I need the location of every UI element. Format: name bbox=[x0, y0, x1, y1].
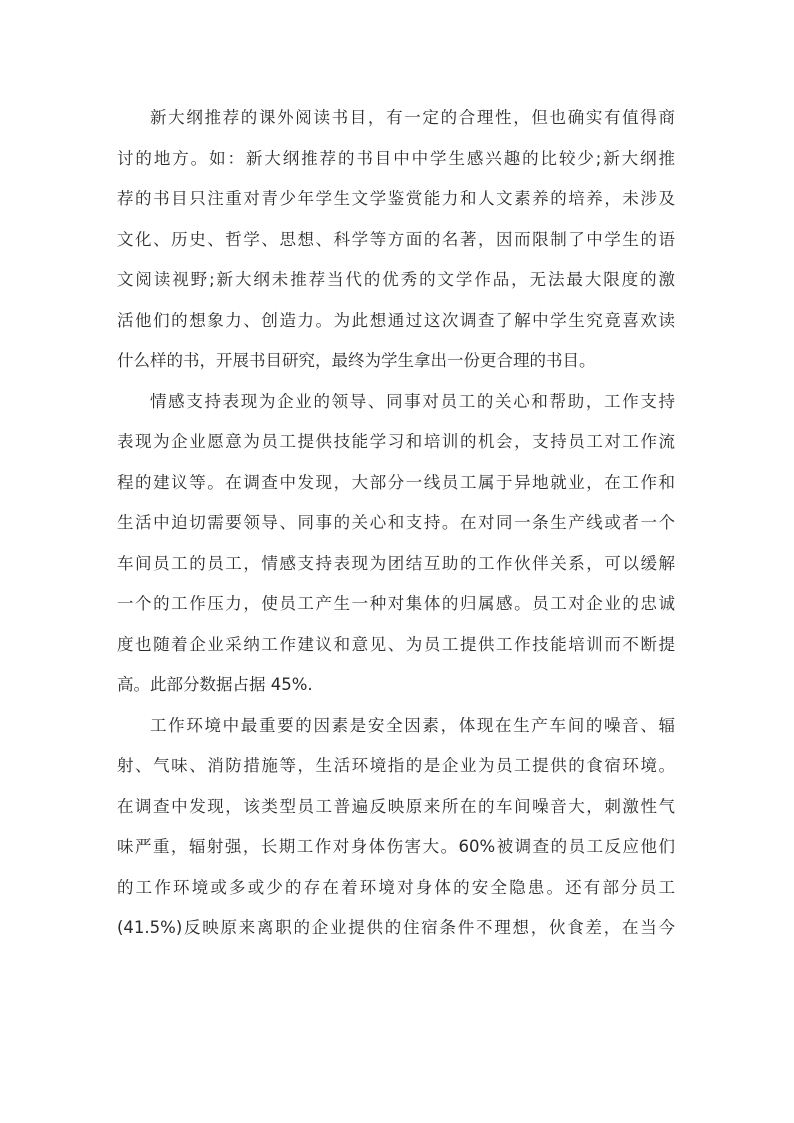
text-line: 工作环境中最重要的因素是安全因素，体现在生产车间的噪音、辐 bbox=[150, 715, 675, 735]
text-line: 活他们的想象力、创造力。为此想通过这次调查了解中学生究竟喜欢读 bbox=[117, 310, 675, 330]
text-line: 高。此部分数据占据 45%. bbox=[117, 675, 313, 694]
text-line: 程的建议等。在调查中发现，大部分一线员工属于异地就业，在工作和 bbox=[117, 472, 675, 492]
text-line: 新大纲推荐的课外阅读书目，有一定的合理性，但也确实有值得商 bbox=[150, 108, 675, 127]
text-line: 一个的工作压力，使员工产生一种对集体的归属感。员工对企业的忠诚 bbox=[117, 594, 675, 613]
text-line: (41.5%)反映原来离职的企业提供的住宿条件不理想，伙食差，在当今 bbox=[117, 918, 675, 937]
text-line: 荐的书目只注重对青少年学生文学鉴赏能力和人文素养的培养，未涉及 bbox=[117, 189, 675, 208]
text-line: 的工作环境或多或少的存在着环境对身体的安全隐患。还有部分员工 bbox=[117, 877, 675, 897]
paragraph-reading-list bbox=[117, 98, 675, 382]
text-line: 文阅读视野;新大纲未推荐当代的优秀的文学作品，无法最大限度的激 bbox=[117, 270, 675, 289]
text-line: 度也随着企业采纳工作建议和意见、为员工提供工作技能培训而不断提 bbox=[117, 634, 675, 654]
document-body bbox=[117, 98, 675, 949]
text-line: 生活中迫切需要领导、同事的关心和支持。在对同一条生产线或者一个 bbox=[117, 513, 675, 532]
paragraph-emotional-support bbox=[117, 382, 675, 706]
paragraph-work-environment bbox=[117, 706, 675, 949]
text-line: 在调查中发现，该类型员工普遍反映原来所在的车间噪音大，刺激性气 bbox=[117, 796, 675, 816]
text-line: 车间员工的员工，情感支持表现为团结互助的工作伙伴关系，可以缓解 bbox=[117, 553, 675, 573]
text-line: 味严重，辐射强，长期工作对身体伤害大。60%被调查的员工反应他们 bbox=[117, 837, 675, 856]
text-line: 表现为企业愿意为员工提供技能学习和培训的机会，支持员工对工作流 bbox=[117, 432, 675, 451]
text-line: 讨的地方。如：新大纲推荐的书目中中学生感兴趣的比较少;新大纲推 bbox=[117, 148, 675, 168]
text-line: 文化、历史、哲学、思想、科学等方面的名著，因而限制了中学生的语 bbox=[117, 229, 675, 249]
text-line: 射、气味、消防措施等，生活环境指的是企业为员工提供的食宿环境。 bbox=[117, 756, 675, 775]
text-line: 情感支持表现为企业的领导、同事对员工的关心和帮助，工作支持 bbox=[150, 391, 675, 411]
text-line: 什么样的书，开展书目研究，最终为学生拿出一份更合理的书目。 bbox=[117, 351, 596, 370]
